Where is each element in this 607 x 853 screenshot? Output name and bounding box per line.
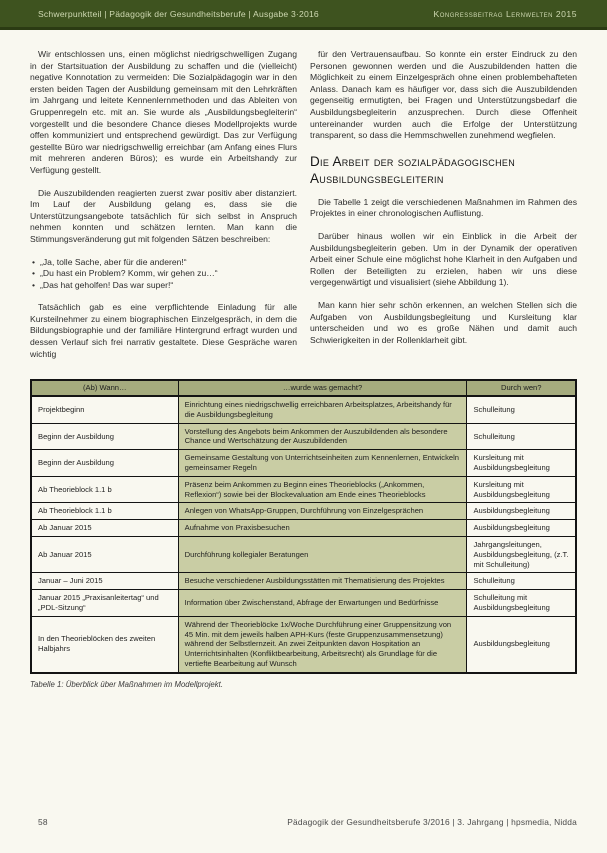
header-right-text: Kongressbeitrag Lernwelten 2015 bbox=[433, 8, 577, 19]
paragraph: Wir entschlossen uns, einen möglichst niedrigschwelligen Zugang in der Startsituation der Ausbildung zu schaffen und die (vielleicht) negative Konnotation zu vermeiden: Die Sozialpädagogin war in den ersten beiden Tagen der Ausbildung gemeinsam mit den Lehrkräften im Jahrgang und leitete Kennenlernmethoden und das Ableiten von Gruppenregeln etc. mit an. Sie wurde als „Ausbildungsbegleiterin“ vorgestellt und die besondere Chance dieses Modellprojekts wurde offen kommuniziert und entsprechend gewürdigt. Das zur Verfügung gestellte Büro war niedrigschwellig erreichbar (am Anfang eines Flurs mit mehreren anderen Büros); es wurde ein Arbeitshandy zur Verfügung gestellt. bbox=[30, 49, 297, 175]
table-row bbox=[31, 503, 576, 520]
who-cell: Ausbildungsbegleitung bbox=[467, 616, 576, 672]
when-cell: Projektbeginn bbox=[31, 396, 178, 423]
table-row bbox=[31, 450, 576, 477]
table-row bbox=[31, 396, 576, 423]
when-cell: Ab Theorieblock 1.1 b bbox=[31, 503, 178, 520]
section-heading: Die Arbeit der sozialpädagogischen Ausbildungsbegleiterin bbox=[310, 153, 515, 186]
table-caption: Tabelle 1: Überblick über Maßnahmen im Modellprojekt. bbox=[30, 679, 223, 689]
who-cell: Ausbildungsbegleitung bbox=[467, 520, 576, 537]
what-cell: Während der Theorieblöcke 1x/Woche Durchführung einer Gruppensitzung von 45 Min. mit dem jeweils halben APH-Kurs (feste Gruppenzusammensetzung) während der Selbstlernzeit. An zwei Zeitpunkten davon Hospitation an Unterrichtsinhalten (Konfliktbearbeitung, Arbeitsrecht) als Grundlage für die vertiefte Bearbeitung auf Wunsch bbox=[178, 616, 467, 672]
table-row bbox=[31, 537, 576, 573]
left-column bbox=[30, 49, 297, 371]
paragraph: Die Tabelle 1 zeigt die verschiedenen Maßnahmen im Rahmen des Projektes in einer chronologischen Auflistung. bbox=[310, 196, 577, 219]
who-cell: Schulleitung bbox=[467, 396, 576, 423]
what-cell: Vorstellung des Angebots beim Ankommen der Auszubildenden als besondere Chance und Wertschätzung der Auszubildenden bbox=[178, 423, 467, 450]
who-cell: Kursleitung mit Ausbildungsbegleitung bbox=[467, 476, 576, 503]
what-cell: Durchführung kollegialer Beratungen bbox=[178, 537, 467, 573]
bullet-item: • „Du hast ein Problem? Komm, wir gehen zu…“ bbox=[30, 268, 297, 280]
col-header-what: …wurde was gemacht? bbox=[178, 380, 467, 396]
page-header bbox=[0, 0, 607, 30]
when-cell: Januar 2015 „Praxisanleitertag“ und „PDL-Sitzung“ bbox=[31, 590, 178, 617]
right-column bbox=[310, 49, 577, 371]
journal-info: Pädagogik der Gesundheitsberufe 3/2016 | 3. Jahrgang | hpsmedia, Nidda bbox=[287, 817, 577, 827]
who-cell: Jahrgangsleitungen, Ausbildungsbegleitung, (z.T. mit Schulleitung) bbox=[467, 537, 576, 573]
paragraph: Darüber hinaus wollen wir ein Einblick in die Arbeit der Ausbildungsbegleiterin geben. Um in der Dynamik der operativen Arbeit einer Schule eine möglichst hohe Klarheit in den Aufgaben und Rollen der Beteiligten zu erzielen, haben wir uns diese vergegenwärtigt und visualisiert (siehe Abbildung 1). bbox=[310, 230, 577, 288]
when-cell: Ab Theorieblock 1.1 b bbox=[31, 476, 178, 503]
body-columns bbox=[0, 30, 607, 371]
paragraph: Die Auszubildenden reagierten zuerst zwar positiv aber distanziert. Im Lauf der Ausbildung gelang es, dass sie die Unterstützungsangebote tatsächlich für sich selbst in Anspruch nehmen konnten und schätzen lernten. Man kann die Stimmungsveränderung gut mit folgenden Sätzen beschreiben: bbox=[30, 187, 297, 244]
what-cell: Einrichtung eines niedrigschwellig erreichbaren Arbeitsplatzes, Arbeitshandy für die Ausbildungsbegleitung bbox=[178, 396, 467, 423]
what-cell: Aufnahme von Praxisbesuchen bbox=[178, 520, 467, 537]
paragraph: für den Vertrauensaufbau. So konnte ein erster Eindruck zu den Personen gewonnen werden und die Auszubildenden hatten die Möglichkeit zu einem Einzelgespräch ohne einen problembehafteten Anlass. Danach kam es häufiger vor, dass sich die Auszubildenden gegenseitig ermutigten, bei Fragen und Unterstützungsbedarf die Ausbildungsbegleiterin anzusprechen. Durch diese Offenheit untereinander wurden auch die Erfolge der Unterstützung transparent, so dass die Hemmschwellen zunehmend wegfielen. bbox=[310, 49, 577, 141]
page-footer bbox=[0, 817, 607, 853]
when-cell: In den Theorieblöcken des zweiten Halbjahrs bbox=[31, 616, 178, 672]
paragraph: Man kann hier sehr schön erkennen, an welchen Stellen sich die Aufgaben von Ausbildungsbegleitung und Kursleitung klar unterscheiden und wo es große Nähen und damit auch Schwierigkeiten in der Rollenklarheit gibt. bbox=[310, 299, 577, 345]
col-header-who: Durch wen? bbox=[467, 380, 576, 396]
table-row bbox=[31, 573, 576, 590]
paragraph: Tatsächlich gab es eine verpflichtende Einladung für alle Kursteilnehmer zu einem biographischen Einzelgespräch, in dem die Bildungsbiographie und der familiäre Hintergrund erfragt wurden und dessen Verlauf sich frei narrativ gestaltete. Diese Gespräche waren wichtig bbox=[30, 302, 297, 359]
what-cell: Präsenz beim Ankommen zu Beginn eines Theorieblocks („Ankommen, Reflexion“) sowie bei der Blockevaluation am Ende eines Theorieblocks bbox=[178, 476, 467, 503]
col-header-when: (Ab) Wann… bbox=[31, 380, 178, 396]
table-row bbox=[31, 423, 576, 450]
when-cell: Beginn der Ausbildung bbox=[31, 450, 178, 477]
what-cell: Gemeinsame Gestaltung von Unterrichtseinheiten zum Kennenlernen, Entwickeln gemeinsamer Regeln bbox=[178, 450, 467, 477]
bullet-item: • „Ja, tolle Sache, aber für die anderen!“ bbox=[30, 257, 297, 269]
who-cell: Schulleitung bbox=[467, 423, 576, 450]
who-cell: Ausbildungsbegleitung bbox=[467, 503, 576, 520]
header-left-text: Schwerpunktteil | Pädagogik der Gesundheitsberufe | Ausgabe 3·2016 bbox=[38, 8, 319, 19]
bullet-item: • „Das hat geholfen! Das war super!“ bbox=[30, 280, 297, 292]
table-row bbox=[31, 520, 576, 537]
page-number: 58 bbox=[38, 817, 48, 827]
who-cell: Schulleitung bbox=[467, 573, 576, 590]
table-row bbox=[31, 476, 576, 503]
when-cell: Ab Januar 2015 bbox=[31, 537, 178, 573]
who-cell: Kursleitung mit Ausbildungsbegleitung bbox=[467, 450, 576, 477]
table-header-row bbox=[31, 380, 576, 396]
when-cell: Ab Januar 2015 bbox=[31, 520, 178, 537]
table-container bbox=[0, 371, 607, 674]
who-cell: Schulleitung mit Ausbildungsbegleitung bbox=[467, 590, 576, 617]
table-row bbox=[31, 616, 576, 672]
when-cell: Beginn der Ausbildung bbox=[31, 423, 178, 450]
when-cell: Januar – Juni 2015 bbox=[31, 573, 178, 590]
quote-list bbox=[30, 257, 297, 292]
what-cell: Anlegen von WhatsApp-Gruppen, Durchführung von Einzelgesprächen bbox=[178, 503, 467, 520]
table-row bbox=[31, 590, 576, 617]
what-cell: Information über Zwischenstand, Abfrage der Erwartungen und Bedürfnisse bbox=[178, 590, 467, 617]
what-cell: Besuche verschiedener Ausbildungsstätten mit Thematisierung des Projektes bbox=[178, 573, 467, 590]
measures-table bbox=[30, 379, 577, 674]
